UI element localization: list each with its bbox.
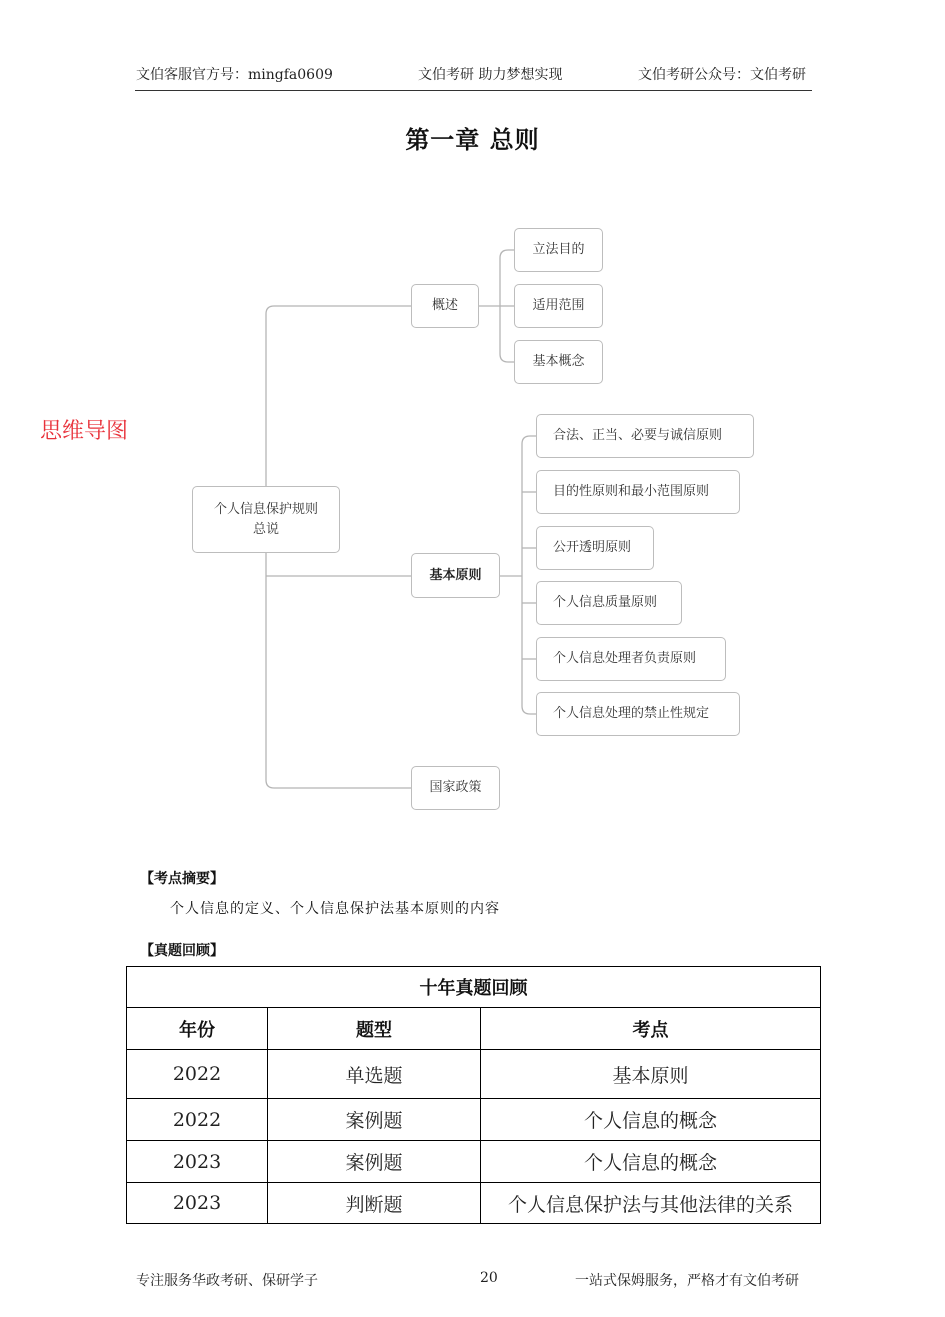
node-principle-3: 公开透明原则 — [536, 526, 654, 570]
header-center: 文伯考研 助力梦想实现 — [418, 67, 563, 83]
node-principle-5: 个人信息处理者负责原则 — [536, 637, 726, 681]
cell-topic: 个人信息保护法与其他法律的关系 — [481, 1183, 821, 1224]
cell-year: 2023 — [127, 1183, 268, 1224]
cell-year: 2023 — [127, 1141, 268, 1183]
node-basic-concepts: 基本概念 — [514, 340, 603, 384]
node-national-policy: 国家政策 — [411, 766, 500, 810]
node-principle-2: 目的性原则和最小范围原则 — [536, 470, 740, 514]
footer-right: 一站式保姆服务，严格才有文伯考研 — [575, 1273, 799, 1289]
node-legislative-purpose: 立法目的 — [514, 228, 603, 272]
review-heading: 【真题回顾】 — [140, 943, 224, 959]
cell-type: 单选题 — [268, 1050, 481, 1099]
node-overview: 概述 — [411, 284, 479, 328]
table-caption-row — [127, 967, 821, 1008]
cell-type: 判断题 — [268, 1183, 481, 1224]
node-principle-4: 个人信息质量原则 — [536, 581, 682, 625]
root-line-2: 总说 — [252, 521, 279, 537]
column-header-year: 年份 — [127, 1008, 268, 1050]
root-line-1: 个人信息保护规则 — [213, 501, 318, 517]
table-row — [127, 1099, 821, 1141]
summary-text: 个人信息的定义、个人信息保护法基本原则的内容 — [170, 901, 500, 917]
column-header-type: 题型 — [268, 1008, 481, 1050]
header-right: 文伯考研公众号：文伯考研 — [638, 67, 806, 83]
cell-year: 2022 — [127, 1050, 268, 1099]
mindmap-root-node — [192, 486, 340, 553]
footer-left: 专注服务华政考研、保研学子 — [136, 1273, 318, 1289]
cell-topic: 基本原则 — [481, 1050, 821, 1099]
page-number: 20 — [480, 1270, 498, 1286]
table-header-row — [127, 1008, 821, 1050]
node-principle-6: 个人信息处理的禁止性规定 — [536, 692, 740, 736]
table-row — [127, 1183, 821, 1224]
node-principle-1: 合法、正当、必要与诚信原则 — [536, 414, 754, 458]
mindmap-label: 思维导图 — [40, 419, 129, 444]
table-caption: 十年真题回顾 — [127, 967, 821, 1008]
chapter-title: 第一章 总则 — [405, 126, 540, 154]
header-left: 文伯客服官方号：mingfa0609 — [136, 67, 333, 83]
node-basic-principles: 基本原则 — [411, 553, 500, 598]
cell-topic: 个人信息的概念 — [481, 1141, 821, 1183]
column-header-topic: 考点 — [481, 1008, 821, 1050]
cell-year: 2022 — [127, 1099, 268, 1141]
principles-bracket-line — [522, 436, 536, 714]
table-row — [127, 1050, 821, 1099]
cell-type: 案例题 — [268, 1141, 481, 1183]
exam-review-table — [126, 966, 821, 1224]
summary-heading: 【考点摘要】 — [140, 871, 224, 887]
table-row — [127, 1141, 821, 1183]
cell-type: 案例题 — [268, 1099, 481, 1141]
node-scope: 适用范围 — [514, 284, 603, 328]
cell-topic: 个人信息的概念 — [481, 1099, 821, 1141]
